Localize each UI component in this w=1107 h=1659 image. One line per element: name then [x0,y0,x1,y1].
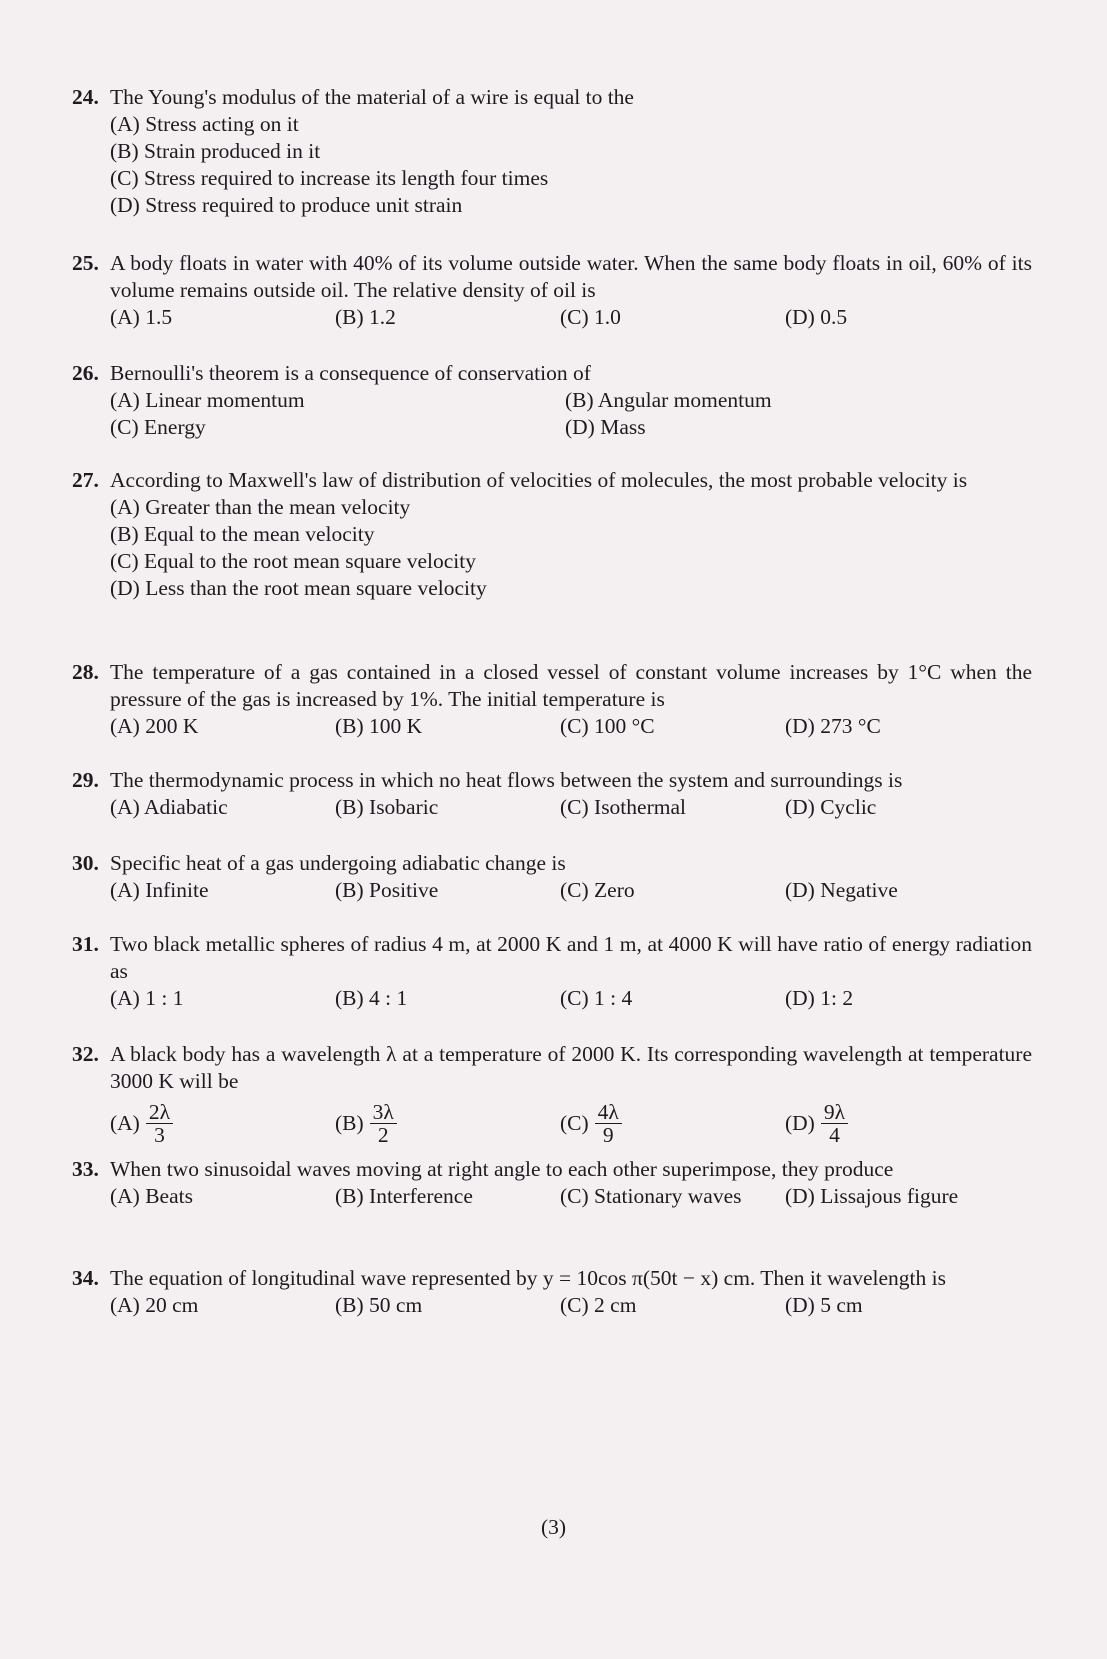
denominator: 4 [829,1122,840,1147]
option-c: (C) Equal to the root mean square velocity [110,549,476,573]
option-label: (B) [335,1110,364,1135]
option-a: (A) 1 : 1 [110,986,184,1010]
option-c: (C) 1.0 [560,305,621,329]
question-34 [72,1265,1032,1319]
question-text: The thermodynamic process in which no heat flows between the system and surroundings is [110,768,903,792]
option-c: (C) Energy [110,415,206,439]
question-text: According to Maxwell's law of distribution of velocities of molecules, the most probable velocity is [110,468,968,492]
option-c [560,1101,785,1146]
option-c: (C) Zero [560,878,635,902]
option-a: (A) 1.5 [110,305,173,329]
question-29 [72,767,1032,821]
option-a: (A) 20 cm [110,1293,199,1317]
option-c: (C) Stationary waves [560,1184,742,1208]
question-number: 32. [72,1042,99,1066]
option-d: (D) 273 °C [785,714,881,738]
question-text: When two sinusoidal waves moving at right angle to each other superimpose, they produce [110,1157,894,1181]
question-32 [72,1041,1032,1151]
option-a: (A) Greater than the mean velocity [110,495,411,519]
option-c: (C) 1 : 4 [560,986,633,1010]
question-26 [72,360,1032,441]
option-b: (B) Interference [335,1184,473,1208]
option-b [335,1101,560,1146]
fraction [370,1101,397,1146]
option-d: (D) 5 cm [785,1293,863,1317]
option-b: (B) Isobaric [335,795,439,819]
question-text: Two black metallic spheres of radius 4 m, at 2000 K and 1 m, at 4000 K will have ratio of energy radiation as [110,932,1032,983]
option-a: (A) Stress acting on it [110,112,299,136]
question-text: Specific heat of a gas undergoing adiabatic change is [110,851,566,875]
question-33 [72,1156,1032,1210]
option-a: (A) Linear momentum [110,388,305,412]
option-d: (D) Stress required to produce unit strain [110,193,463,217]
question-number: 31. [72,932,99,956]
question-28 [72,659,1032,740]
question-30 [72,850,1032,904]
option-label: (D) [785,1110,815,1135]
option-b: (B) Angular momentum [565,388,772,412]
question-text: The Young's modulus of the material of a wire is equal to the [110,85,634,109]
fraction [821,1101,848,1146]
page-number: (3) [540,1515,567,1539]
option-d [785,1101,1010,1146]
option-a: (A) Beats [110,1184,193,1208]
question-number: 33. [72,1157,99,1181]
numerator: 3λ [370,1101,397,1124]
option-c: (C) Stress required to increase its length four times [110,166,549,190]
option-b: (B) 100 K [335,714,423,738]
option-a: (A) 200 K [110,714,199,738]
option-d: (D) Less than the root mean square velocity [110,576,487,600]
question-number: 29. [72,768,99,792]
question-text: Bernoulli's theorem is a consequence of conservation of [110,361,591,385]
option-d: (D) Cyclic [785,795,877,819]
question-number: 27. [72,468,99,492]
option-c: (C) Isothermal [560,795,686,819]
question-number: 26. [72,361,99,385]
question-24 [72,84,1032,219]
option-label: (C) [560,1110,589,1135]
numerator: 4λ [595,1101,622,1124]
option-b: (B) 4 : 1 [335,986,408,1010]
option-b: (B) 1.2 [335,305,396,329]
option-d: (D) 1: 2 [785,986,854,1010]
numerator: 9λ [821,1101,848,1124]
question-number: 28. [72,660,99,684]
question-31 [72,931,1032,1012]
denominator: 9 [602,1122,614,1147]
numerator: 2λ [146,1101,173,1124]
question-number: 24. [72,85,99,109]
option-d: (D) Lissajous figure [785,1184,959,1208]
question-27 [72,467,1032,602]
question-text: A black body has a wavelength λ at a temperature of 2000 K. Its corresponding wavelength at temperature 3000 K will be [110,1042,1032,1093]
option-label: (A) [110,1110,140,1135]
option-a [110,1101,335,1146]
question-25 [72,250,1032,331]
option-a: (A) Infinite [110,878,209,902]
denominator: 2 [377,1122,389,1147]
question-number: 30. [72,851,99,875]
option-c: (C) 100 °C [560,714,655,738]
question-text: The equation of longitudinal wave represented by y = 10cos π(50t − x) cm. Then it wavelength is [110,1266,946,1290]
fraction [146,1101,173,1146]
option-b: (B) 50 cm [335,1293,423,1317]
fraction [595,1101,622,1146]
question-text: A body floats in water with 40% of its volume outside water. When the same body floats in oil, 60% of its volume remains outside oil. The relative density of oil is [110,251,1032,302]
question-number: 25. [72,251,99,275]
option-b: (B) Positive [335,878,439,902]
option-d: (D) Negative [785,878,898,902]
question-text: The temperature of a gas contained in a closed vessel of constant volume increases by 1°C when the pressure of the gas is increased by 1%. The initial temperature is [110,660,1032,711]
question-number: 34. [72,1266,99,1290]
option-b: (B) Strain produced in it [110,139,321,163]
option-d: (D) 0.5 [785,305,848,329]
option-d: (D) Mass [565,415,646,439]
option-b: (B) Equal to the mean velocity [110,522,375,546]
option-a: (A) Adiabatic [110,795,228,819]
denominator: 3 [154,1122,165,1147]
option-c: (C) 2 cm [560,1293,637,1317]
